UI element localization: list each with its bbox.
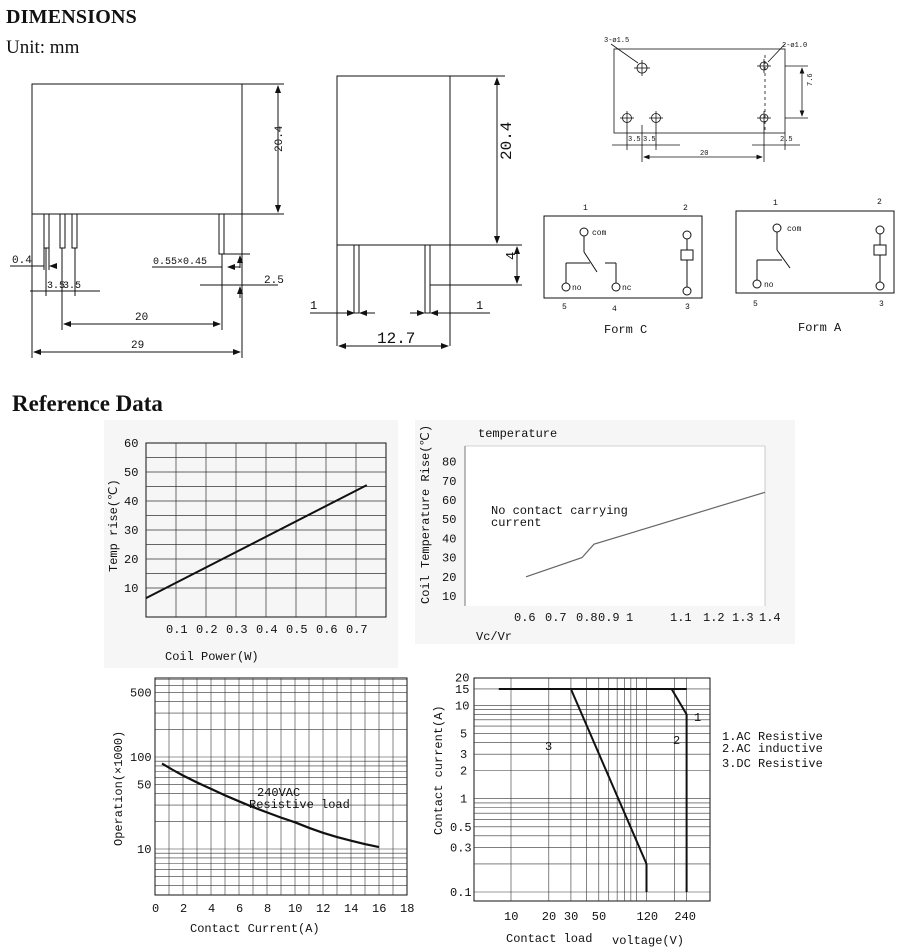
chart1-xtick: 0.3 bbox=[226, 623, 248, 637]
chart3-xlabel: Contact Current(A) bbox=[190, 922, 320, 936]
side-view-labels bbox=[310, 122, 520, 348]
chart3-ytick: 100 bbox=[130, 751, 152, 765]
chart4-xlabel2: voltage(V) bbox=[612, 934, 685, 948]
chart2-ytick: 80 bbox=[442, 455, 457, 470]
chart2-xtick: 1 bbox=[626, 611, 634, 625]
form-c-pin-3: 3 bbox=[685, 303, 690, 312]
chart2-ytick: 10 bbox=[442, 590, 457, 604]
chart3-ytick: 500 bbox=[130, 686, 152, 701]
form-a-pin-2: 2 bbox=[877, 198, 882, 207]
chart2-xtick: 0.9 bbox=[598, 611, 620, 625]
form-a-diagram bbox=[736, 211, 894, 293]
chart2-xtick: 1.2 bbox=[703, 611, 725, 625]
chart2-ytick: 60 bbox=[442, 494, 457, 508]
chart3-xtick: 18 bbox=[400, 902, 415, 916]
chart1-xlabel: Coil Power(W) bbox=[165, 650, 259, 664]
side-pin-length-label: 4 bbox=[504, 251, 520, 260]
chart3-ytick: 50 bbox=[137, 778, 152, 793]
chart3-xtick: 10 bbox=[288, 902, 303, 916]
chart3-xtick: 4 bbox=[208, 902, 216, 916]
chart4-xtick: 20 bbox=[541, 910, 557, 924]
chart2-ytick: 20 bbox=[442, 570, 457, 585]
chart4-series-2-line bbox=[672, 689, 687, 892]
chart4-ytick: 3 bbox=[460, 748, 468, 763]
pcb-hole-a-label: 3-ø1.5 bbox=[604, 37, 630, 45]
chart4-series1-label: 1 bbox=[694, 711, 702, 725]
chart2-ytick: 30 bbox=[442, 551, 457, 566]
side-height-label: 20.4 bbox=[498, 121, 516, 160]
front-length-label: 29 bbox=[131, 340, 145, 352]
side-left-offset-label: 1 bbox=[310, 299, 318, 313]
chart4-ytick: 0.1 bbox=[450, 886, 472, 900]
chart3-annotation-line2: Resistive load bbox=[249, 798, 350, 812]
front-pitch-b-label: 3.5 bbox=[63, 281, 82, 292]
unit-label: Unit: mm bbox=[6, 37, 80, 58]
pcb-span-label: 20 bbox=[700, 150, 709, 158]
chart4-ylabel: Contact current(A) bbox=[432, 705, 446, 835]
form-a-pin-1: 1 bbox=[773, 199, 778, 208]
form-a-title: Form A bbox=[798, 321, 842, 335]
front-pin-width-label: 0.4 bbox=[12, 255, 32, 267]
side-right-offset-label: 1 bbox=[476, 299, 484, 313]
front-pins bbox=[44, 214, 224, 254]
chart3-xtick: 8 bbox=[264, 902, 272, 916]
chart3-xtick: 6 bbox=[236, 902, 244, 916]
chart4-ytick: 15 bbox=[455, 682, 470, 697]
chart1-xtick: 0.7 bbox=[346, 623, 368, 637]
front-pin-section-label: 0.55×0.45 bbox=[153, 257, 208, 268]
chart2-xtick: 1.1 bbox=[670, 611, 692, 625]
chart2-annotation-line2: current bbox=[491, 516, 542, 530]
chart3-ylabel: Operation(×1000) bbox=[112, 730, 126, 846]
chart1-ylabel: Temp rise(℃) bbox=[107, 479, 121, 572]
chart4-xtick: 10 bbox=[504, 910, 519, 924]
chart1-ytick: 40 bbox=[124, 495, 139, 509]
chart2-xtick: 0.7 bbox=[545, 611, 567, 625]
chart4-xtick: 30 bbox=[563, 910, 579, 924]
form-a-com-label: com bbox=[787, 225, 802, 234]
chart1-xtick: 0.6 bbox=[316, 623, 338, 637]
chart3-xtick: 16 bbox=[372, 902, 387, 916]
form-c-nc-label: nc bbox=[622, 284, 632, 293]
chart4-ytick: 1 bbox=[460, 792, 468, 807]
chart3-ytick: 10 bbox=[137, 843, 152, 857]
form-c-no-label: no bbox=[572, 284, 582, 293]
chart3-xtick: 12 bbox=[316, 902, 331, 916]
chart4-xtick: 50 bbox=[591, 910, 607, 924]
chart2-xtick: 1.4 bbox=[759, 611, 781, 625]
front-pin-length-label: 2.5 bbox=[264, 275, 284, 287]
form-c-pin-2: 2 bbox=[683, 204, 688, 213]
form-c-pin-4: 4 bbox=[612, 305, 617, 314]
chart1-ytick: 20 bbox=[124, 553, 139, 567]
chart3-xtick: 14 bbox=[344, 902, 359, 916]
chart4-ytick: 10 bbox=[455, 699, 470, 714]
chart1-xtick: 0.5 bbox=[286, 623, 308, 637]
chart1-xtick: 0.4 bbox=[256, 623, 278, 637]
form-a-no-label: no bbox=[764, 281, 774, 290]
chart2-ytick: 40 bbox=[442, 532, 457, 547]
chart2-ylabel: Coil Temperature Rise(℃) bbox=[419, 424, 433, 604]
reference-heading: Reference Data bbox=[12, 391, 163, 416]
chart4-ytick: 20 bbox=[455, 671, 470, 686]
chart2-xlabel: Vc/Vr bbox=[476, 630, 513, 644]
pcb-holes bbox=[620, 59, 771, 125]
side-width-label: 12.7 bbox=[377, 330, 416, 348]
form-c-title: Form C bbox=[604, 323, 648, 337]
chart2-title: temperature bbox=[478, 427, 558, 441]
chart3-xtick: 0 bbox=[152, 902, 160, 916]
chart2-ytick: 70 bbox=[442, 474, 457, 489]
chart4-ytick: 5 bbox=[460, 727, 468, 742]
pcb-hole-b-label: 2-ø1.0 bbox=[782, 42, 808, 50]
chart2-ytick: 50 bbox=[442, 513, 457, 528]
form-a-pin-5: 5 bbox=[753, 300, 758, 309]
form-c-pin-5: 5 bbox=[562, 303, 567, 312]
chart4-legend-3: 3.DC Resistive bbox=[722, 757, 823, 771]
chart3-annotation-line1: 240VAC bbox=[257, 786, 301, 800]
chart-operation-life bbox=[112, 678, 414, 936]
chart1-ytick: 30 bbox=[124, 524, 139, 538]
pcb-layout-drawing bbox=[611, 44, 808, 162]
front-pitch-a-label: 3.5 bbox=[47, 281, 66, 292]
form-a-pin-3: 3 bbox=[879, 300, 884, 309]
chart4-legend-2: 2.AC inductive bbox=[722, 742, 823, 756]
chart1-ytick: 60 bbox=[124, 437, 139, 451]
form-c-com-label: com bbox=[592, 229, 607, 238]
front-height-label: 20.4 bbox=[274, 125, 286, 152]
chart4-ytick: 0.3 bbox=[450, 841, 472, 856]
chart4-series2-label: 2 bbox=[673, 734, 681, 748]
chart4-ytick: 2 bbox=[460, 764, 468, 779]
pcb-pitch-b-label: 3.5 bbox=[643, 136, 656, 144]
chart-temperature bbox=[415, 420, 795, 644]
form-c-pin-1: 1 bbox=[583, 204, 588, 213]
front-span-label: 20 bbox=[135, 312, 149, 324]
form-a-labels bbox=[753, 198, 884, 335]
chart1-ytick: 50 bbox=[124, 466, 139, 480]
chart4-ytick: 0.5 bbox=[450, 820, 472, 835]
chart1-ytick: 10 bbox=[124, 582, 139, 596]
chart4-xtick: 240 bbox=[674, 910, 696, 924]
chart1-xtick: 0.2 bbox=[196, 623, 218, 637]
chart4-xlabel: Contact load bbox=[506, 932, 593, 946]
chart-contact-load bbox=[432, 671, 823, 948]
chart2-annotation-line1: No contact carrying bbox=[491, 504, 628, 518]
chart2-xtick: 1.3 bbox=[732, 611, 754, 625]
pcb-layout-labels bbox=[604, 37, 815, 158]
pcb-edge-label: 2.5 bbox=[780, 136, 793, 144]
form-c-labels bbox=[562, 204, 690, 337]
chart3-xtick: 2 bbox=[180, 902, 188, 916]
front-view-labels bbox=[12, 125, 286, 352]
chart4-xtick: 120 bbox=[636, 910, 659, 924]
side-view-drawing bbox=[310, 76, 522, 346]
chart-coil-power bbox=[104, 420, 398, 668]
chart4-series3-label: 3 bbox=[545, 740, 553, 754]
pcb-row-gap-label: 7.6 bbox=[807, 73, 815, 86]
chart4-legend-1: 1.AC Resistive bbox=[722, 730, 823, 744]
chart2-xtick: 0.6 bbox=[514, 611, 536, 625]
chart1-xtick: 0.1 bbox=[166, 623, 188, 637]
pcb-pitch-a-label: 3.5 bbox=[628, 136, 641, 144]
dimensions-heading: DIMENSIONS bbox=[6, 6, 137, 28]
chart2-xtick: 0.8 bbox=[576, 611, 598, 625]
